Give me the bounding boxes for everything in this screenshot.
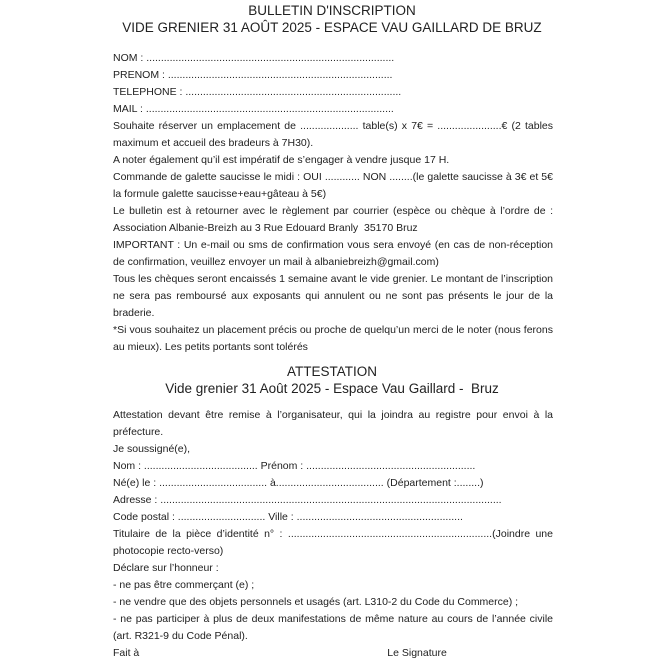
signature-row — [113, 645, 553, 662]
attestation-subtitle: Vide grenier 31 Août 2025 - Espace Vau Gaillard - Bruz — [165, 381, 499, 396]
att-field-adresse: Adresse : ..................................................................................................................... — [113, 494, 502, 506]
attestation-title: ATTESTATION — [287, 364, 377, 379]
signature-label: Le Signature — [387, 647, 447, 659]
declaration-commercant: - ne pas être commerçant (e) ; — [113, 579, 255, 591]
att-field-nom-prenom: Nom : ....................................... Prénom : .......................................................... — [113, 460, 476, 472]
attestation-header — [0, 363, 664, 397]
att-field-piece-identite: Titulaire de la pièce d’identité n° : ......................................................................(Joindre une photocopie recto-verso) — [113, 528, 553, 557]
fait-a-label: Fait à — [113, 647, 140, 659]
paragraph-important-confirmation: IMPORTANT : Un e-mail ou sms de confirmation vous sera envoyé (en cas de non-réception de confirmation, veuillez envoyer un mail à albaniebreizh@gmail.com) — [113, 239, 553, 268]
declaration-objets-personnels: - ne vendre que des objets personnels et usagés (art. L310-2 du Code du Commerce) ; — [113, 596, 519, 608]
paragraph-emplacement: Souhaite réserver un emplacement de .................... table(s) x 7€ = ......................€ (2 tables maximum et accueil des bradeurs à 7H30). — [113, 120, 553, 149]
attestation-body — [113, 407, 553, 662]
field-telephone-line: TELEPHONE : .......................................................................... — [113, 86, 402, 98]
paragraph-horaire-vente: A noter également qu’il est impératif de s’engager à vendre jusque 17 H. — [113, 154, 450, 166]
field-nom-line: NOM : ..................................................................................... — [113, 52, 395, 64]
attestation-soussigne: Je soussigné(e), — [113, 443, 191, 455]
declaration-deux-manifestations: - ne pas participer à plus de deux manifestations de même nature au cours de l’année civile (art. R321-9 du Code Pénal). — [113, 613, 553, 642]
paragraph-placement: *Si vous souhaitez un placement précis ou proche de quelqu’un merci de le noter (nous ferons au mieux). Les petits portants sont tolérés — [113, 324, 553, 353]
field-prenom-line: PRENOM : ............................................................................. — [113, 69, 393, 81]
paragraph-galette-commande: Commande de galette saucisse le midi : OUI ............ NON ........(le galette saucisse à 3€ et 5€ la formule galette saucisse+eau+gâteau à 5€) — [113, 171, 553, 200]
att-field-naissance: Né(e) le : ..................................... à..................................... (Département :........) — [113, 477, 484, 489]
document-body — [113, 50, 553, 356]
inscription-header — [0, 0, 664, 36]
paragraph-cheques: Tous les chèques seront encaissés 1 semaine avant le vide grenier. Le montant de l’inscription ne sera pas remboursé aux exposants qui annulent ou ne sont pas présents le jour de la braderie. — [113, 273, 553, 319]
field-mail-line: MAIL : ..................................................................................... — [113, 103, 394, 115]
doc-title: BULLETIN D'INSCRIPTION — [248, 3, 416, 18]
registration-fields — [113, 50, 553, 118]
attestation-declare-heading: Déclare sur l’honneur : — [113, 562, 219, 574]
att-field-code-postal-ville: Code postal : .............................. Ville : ......................................................... — [113, 511, 463, 523]
paragraph-retour-bulletin: Le bulletin est à retourner avec le règlement par courrier (espèce ou chèque à l’ordre de : Association Albanie-Breizh au 3 Rue Edouard Branly 35170 Bruz — [113, 205, 553, 234]
doc-subtitle: VIDE GRENIER 31 AOÛT 2025 - ESPACE VAU GAILLARD DE BRUZ — [122, 20, 542, 35]
attestation-intro: Attestation devant être remise à l’organisateur, qui la joindra au registre pour envoi à la préfecture. — [113, 409, 553, 438]
